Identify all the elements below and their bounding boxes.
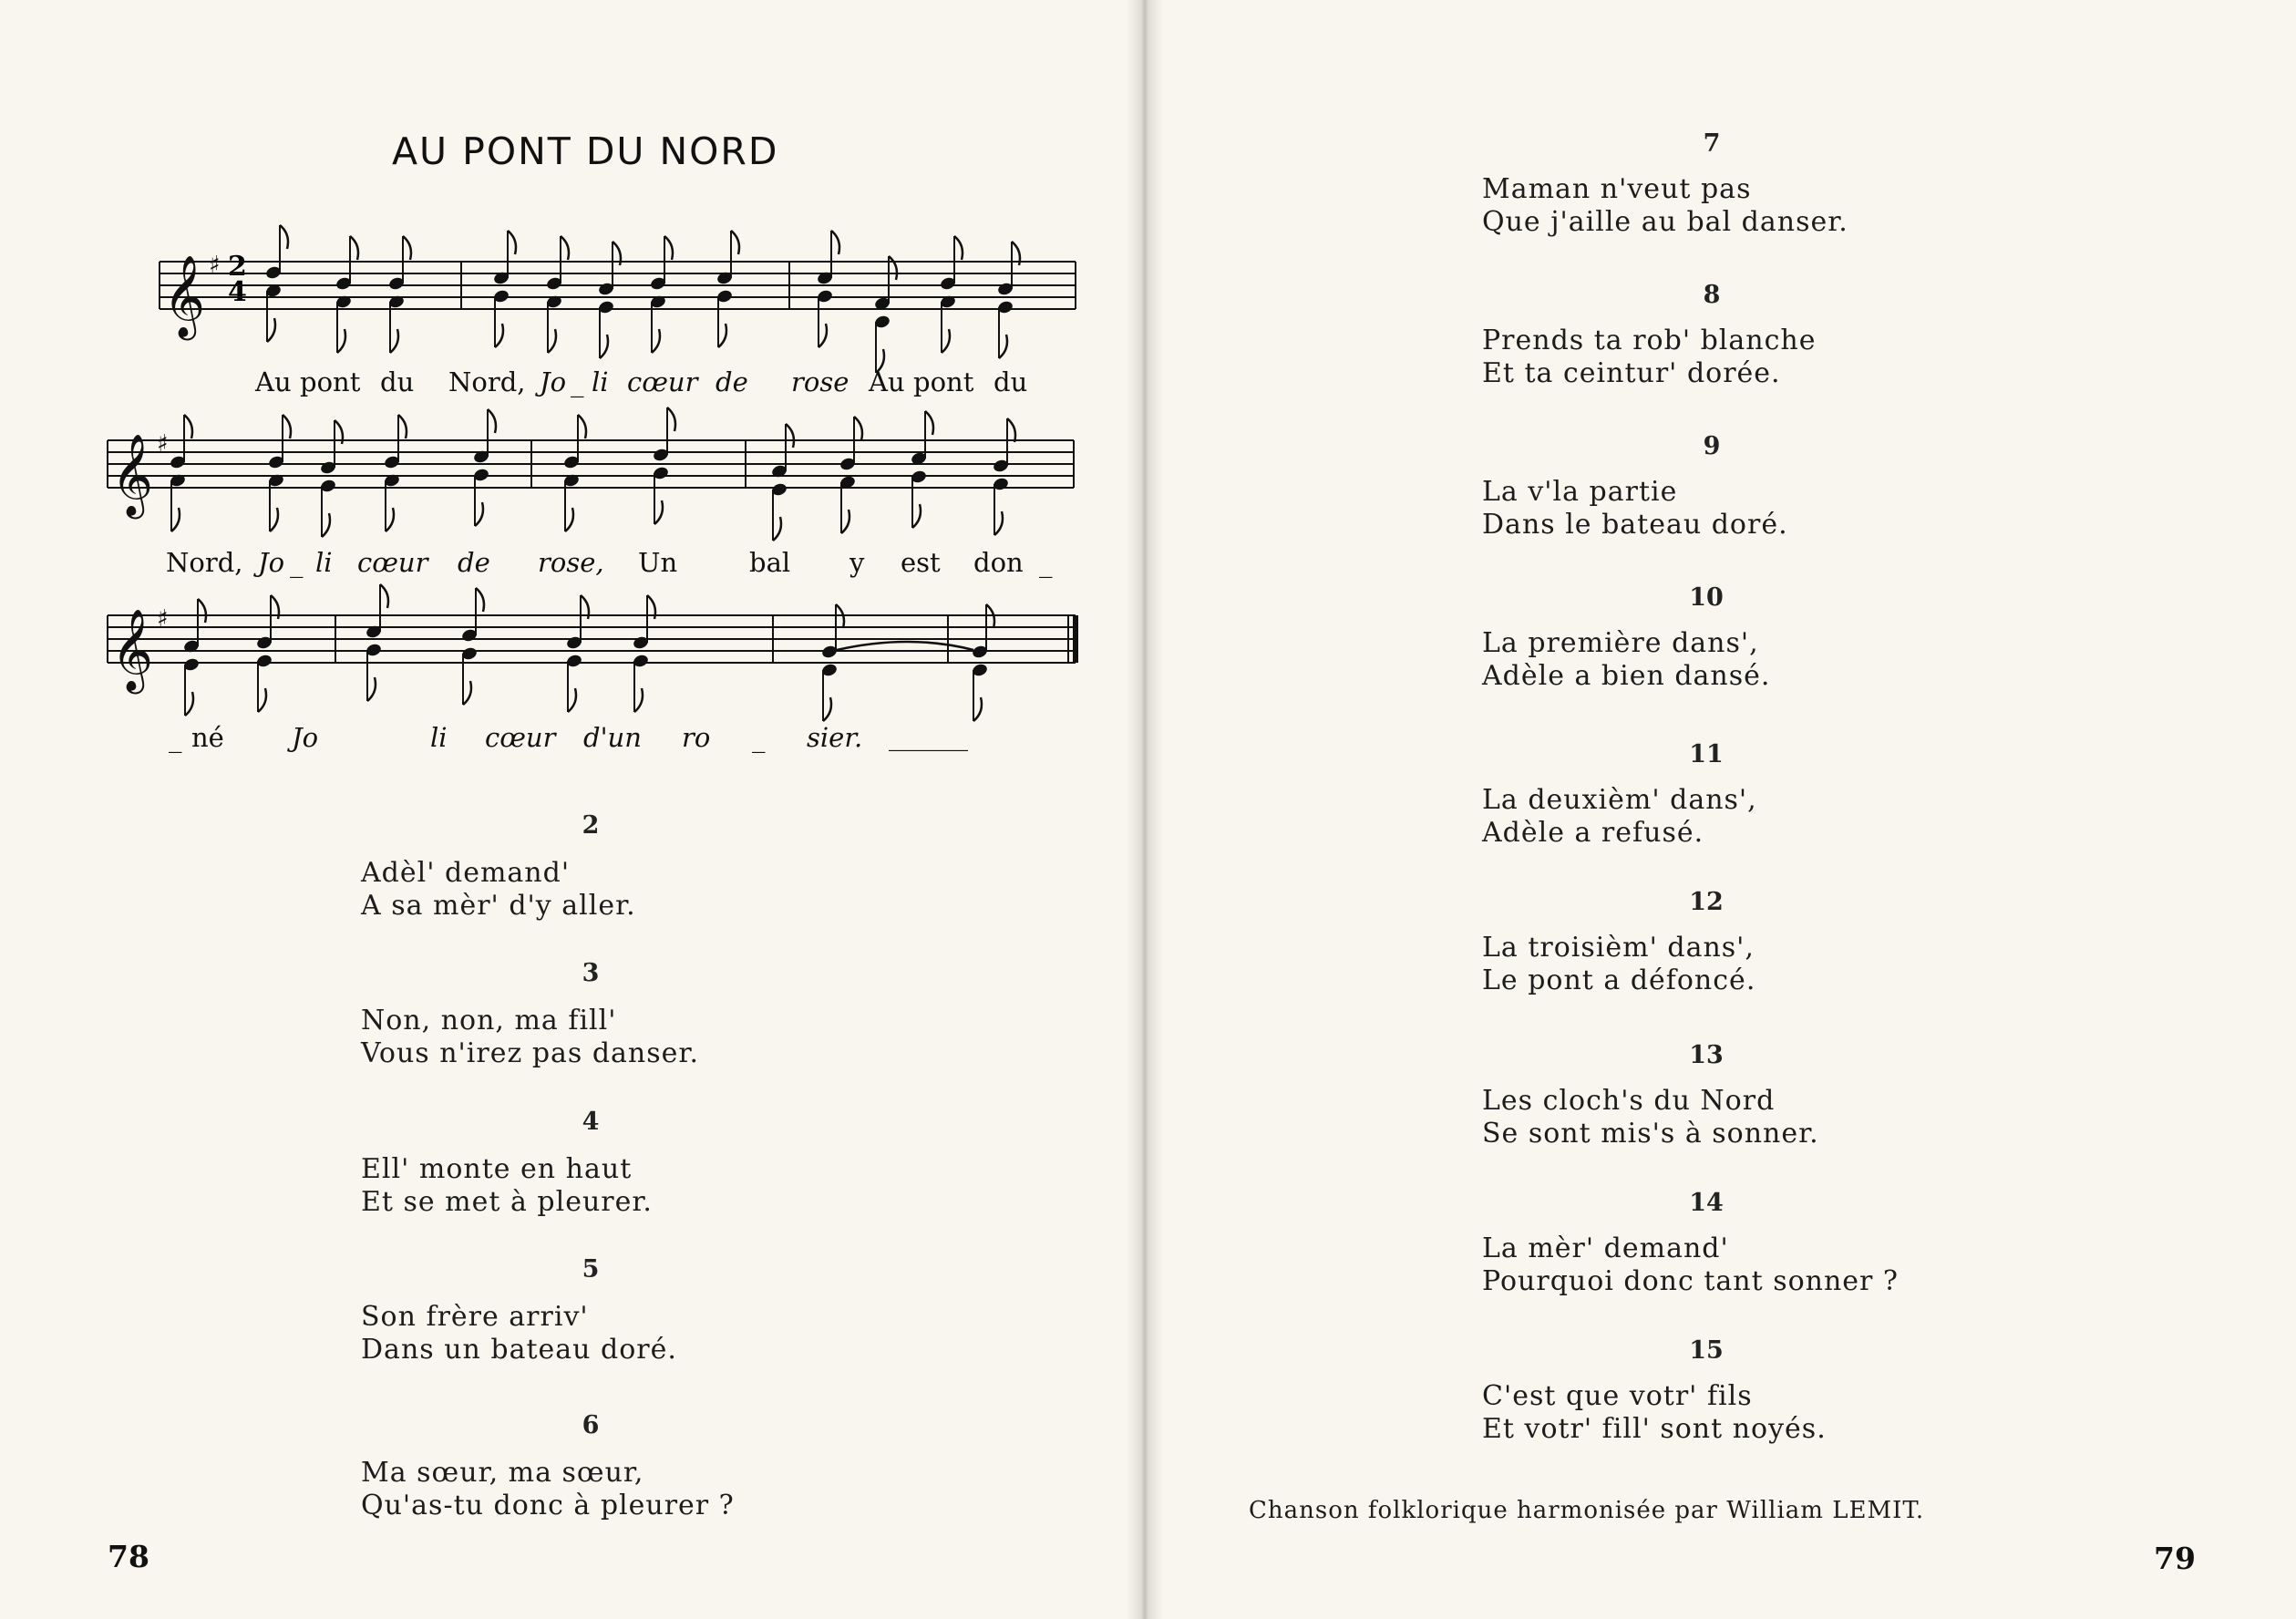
note-flag [925, 411, 933, 435]
stanza-line: Dans le bateau doré. [1482, 509, 1788, 541]
lyric-syllable: ro [682, 722, 711, 753]
note-flag [831, 231, 839, 254]
lyric-syllable: li [430, 722, 448, 753]
lyric-syllable: de [716, 366, 748, 397]
page-number-right: 79 [2154, 1541, 2196, 1576]
note-flag [634, 688, 643, 712]
stanza-number: 8 [1703, 281, 1721, 309]
stanza-number: 5 [582, 1255, 600, 1284]
lyric-hyphen: _ [1039, 547, 1053, 578]
lyric-syllable: pont [300, 366, 361, 397]
note-flag [654, 500, 663, 524]
note-flag [841, 510, 849, 533]
note-flag [476, 588, 484, 612]
stanza-line: La troisièm' dans', [1482, 932, 1755, 964]
lyric-syllable: rose, [538, 547, 604, 578]
lyric-syllable: est [901, 547, 941, 578]
time-signature-top: 2 [228, 251, 247, 283]
lyric-syllable: li [315, 547, 333, 578]
note-flag [561, 236, 569, 260]
stanza-line: Adèle a refusé. [1482, 817, 1704, 849]
note-flag [258, 688, 266, 712]
lyric-syllable: Au [255, 366, 292, 397]
note-flag [283, 415, 291, 438]
note-flag [942, 329, 950, 353]
note-flag [718, 324, 726, 347]
note-flag [171, 508, 180, 531]
stanza-number: 13 [1689, 1041, 1724, 1069]
sharp-icon: ♯ [157, 605, 169, 633]
lyric-syllable: du [380, 366, 415, 397]
lyric-hyphen: _ [752, 722, 766, 753]
stanza-line: Adèle a bien dansé. [1482, 660, 1771, 692]
note-flag [565, 508, 573, 531]
lyric-syllable: y [849, 547, 865, 578]
note-flag [999, 335, 1007, 358]
lyric-syllable: sier. [807, 722, 863, 753]
note-flag [773, 517, 781, 541]
lyric-syllable: pont [913, 366, 974, 397]
note-flag [652, 329, 660, 353]
stanza-line: Son frère arriv' [361, 1301, 589, 1333]
stanza-number: 14 [1689, 1189, 1724, 1217]
note-flag [386, 508, 394, 531]
note-flag [185, 692, 193, 716]
lyric-syllable: du [994, 366, 1028, 397]
stanza-number: 9 [1703, 432, 1721, 460]
note-flag [912, 504, 921, 528]
note-flag [390, 329, 398, 353]
note-flag [350, 236, 358, 260]
lyric-syllable: Un [638, 547, 678, 578]
lyric-syllable: Au [869, 366, 905, 397]
note-flag [508, 231, 516, 254]
note-flag [198, 599, 206, 623]
lyric-syllable: cœur [485, 722, 556, 753]
note-flag [184, 415, 192, 438]
lyric-syllable: Jo [258, 547, 285, 578]
stanza-line: Ma sœur, ma sœur, [361, 1457, 644, 1489]
note-flag [889, 256, 897, 280]
note-flag [475, 502, 483, 526]
note-flag [823, 697, 831, 721]
stanza-number: 3 [582, 959, 600, 987]
stanza-number: 12 [1689, 888, 1724, 916]
note-flag [270, 508, 278, 531]
lyric-hyphen: _ [571, 366, 584, 397]
note-flag [600, 335, 608, 358]
song-title: AU PONT DU NORD [392, 129, 779, 173]
note-flag [568, 688, 576, 712]
stanza-line: Ell' monte en haut [361, 1153, 633, 1185]
note-flag [854, 417, 862, 440]
note-flag [548, 329, 556, 353]
note-flag [488, 409, 496, 433]
note-flag [322, 513, 330, 537]
sharp-icon: ♯ [157, 430, 169, 458]
note-flag [337, 329, 345, 353]
stanza-number: 7 [1703, 129, 1721, 158]
music-score [0, 0, 1141, 802]
note-flag [786, 424, 794, 448]
stanza-line: La deuxièm' dans', [1482, 784, 1757, 816]
lyric-hyphen: _ [169, 722, 182, 753]
stanza-number: 10 [1689, 583, 1724, 612]
stanza-line: Maman n'veut pas [1482, 173, 1752, 205]
note-flag [495, 324, 503, 347]
note-flag [398, 415, 407, 438]
lyric-syllable: de [458, 547, 490, 578]
stanza-line: La première dans', [1482, 627, 1759, 659]
note-flag [1007, 418, 1015, 442]
page-number-left: 78 [108, 1539, 149, 1574]
lyric-syllable: li [592, 366, 609, 397]
stanza-line: A sa mèr' d'y aller. [361, 890, 636, 922]
stanza-line: Les cloch's du Nord [1482, 1085, 1776, 1117]
note-flag [280, 225, 288, 249]
note-flag [463, 681, 471, 705]
lyric-syllable: rose [791, 366, 849, 397]
note-flag [731, 231, 739, 254]
note-flag [578, 415, 586, 438]
note-flag [973, 697, 982, 721]
note-flag [667, 407, 675, 431]
sharp-icon: ♯ [209, 252, 221, 279]
note-tie [837, 642, 973, 650]
stanza-line: La mèr' demand' [1482, 1232, 1729, 1264]
stanza-number: 15 [1689, 1336, 1724, 1365]
lyric-syllable: Jo [540, 366, 567, 397]
lyric-syllable: cœur [357, 547, 428, 578]
stanza-number: 4 [582, 1108, 600, 1136]
stanza-line: Et se met à pleurer. [361, 1186, 653, 1218]
lyric-syllable: d'un [583, 722, 642, 753]
stanza-line: Vous n'irez pas danser. [361, 1037, 699, 1069]
lyric-extender: ______ [889, 720, 968, 751]
stanza-line: Dans un bateau doré. [361, 1334, 677, 1366]
note-flag [267, 318, 275, 342]
lyric-syllable: né [191, 722, 224, 753]
lyric-syllable: Jo [292, 722, 319, 753]
stanza-line: Pourquoi donc tant sonner ? [1482, 1265, 1900, 1297]
note-flag [367, 677, 376, 701]
stanza-line: C'est que votr' fils [1482, 1380, 1753, 1412]
credit-line: Chanson folklorique harmonisée par William LEMIT. [1249, 1497, 1925, 1524]
note-flag [664, 236, 673, 260]
lyric-hyphen: _ [290, 547, 304, 578]
lyric-syllable: bal [749, 547, 791, 578]
lyric-syllable: cœur [627, 366, 698, 397]
stanza-line: La v'la partie [1482, 476, 1678, 508]
stanza-line: Prends ta rob' blanche [1482, 325, 1817, 356]
stanza-line: Le pont a défoncé. [1482, 964, 1756, 996]
stanza-line: Et ta ceintur' dorée. [1482, 357, 1781, 389]
stanza-line: Non, non, ma fill' [361, 1005, 617, 1036]
treble-clef-icon: 𝄞 [111, 434, 154, 516]
stanza-number: 2 [582, 811, 600, 840]
stanza-number: 6 [582, 1411, 600, 1439]
lyric-syllable: don [973, 547, 1024, 578]
stanza-line: Adèl' demand' [361, 857, 571, 889]
note-flag [380, 584, 388, 608]
time-signature-bottom: 4 [228, 276, 247, 308]
stanza-line: Se sont mis's à sonner. [1482, 1118, 1819, 1150]
note-flag [403, 236, 411, 260]
note-flag [994, 511, 1003, 535]
note-flag [954, 236, 963, 260]
lyric-syllable: Nord, [448, 366, 526, 397]
stanza-line: Et votr' fill' sont noyés. [1482, 1413, 1827, 1445]
note-flag [819, 324, 827, 347]
stanza-line: Qu'as-tu donc à pleurer ? [361, 1490, 735, 1521]
stanza-line: Que j'aille au bal danser. [1482, 206, 1848, 238]
treble-clef-icon: 𝄞 [163, 255, 206, 337]
stanza-number: 11 [1689, 740, 1724, 768]
lyric-syllable: Nord, [166, 547, 243, 578]
treble-clef-icon: 𝄞 [111, 609, 154, 691]
